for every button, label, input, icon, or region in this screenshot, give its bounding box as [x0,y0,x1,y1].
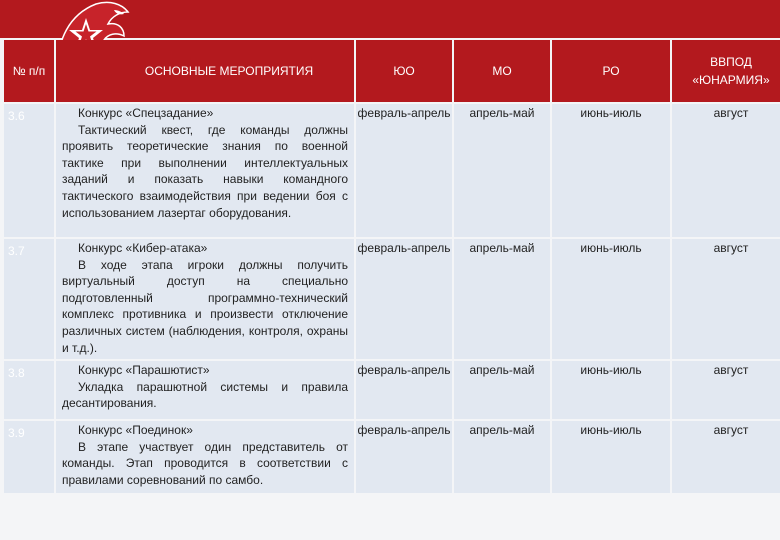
header-events: ОСНОВНЫЕ МЕРОПРИЯТИЯ [56,40,354,102]
cell-vvod: август [672,361,780,419]
event-title: Конкурс «Кибер-атака» [78,241,208,255]
row-number: 3.6 [4,104,54,237]
cell-mo: апрель-май [454,421,550,493]
row-number: 3.8 [4,361,54,419]
events-table [2,38,780,495]
header-mo: МО [454,40,550,102]
header-vvod: ВВПОД «ЮНАРМИЯ» [672,40,780,102]
cell-ro: июнь-июль [552,421,670,493]
table-row [4,104,780,237]
cell-yo: февраль-апрель [356,239,452,359]
event-body: В этапе участвует один представитель от команды. Этап проводится в соответствии с правилами соревнований по самбо. [62,439,348,487]
cell-ro: июнь-июль [552,361,670,419]
table-row [4,361,780,419]
cell-ro: июнь-июль [552,239,670,359]
cell-mo: апрель-май [454,361,550,419]
cell-yo: февраль-апрель [356,361,452,419]
cell-vvod: август [672,104,780,237]
event-body: Укладка парашютной системы и правила десантирования. [62,379,348,411]
event-body: Тактический квест, где команды должны проявить теоретические знания по военной тактике при выполнении интеллектуальных заданий и показать навыки командного тактического взаимодействия при ведении боя с использованием лазертаг оборудования. [62,122,348,220]
event-description [56,104,354,237]
row-number: 3.9 [4,421,54,493]
cell-vvod: август [672,239,780,359]
cell-mo: апрель-май [454,104,550,237]
cell-ro: июнь-июль [552,104,670,237]
cell-yo: февраль-апрель [356,421,452,493]
row-number: 3.7 [4,239,54,359]
event-description [56,239,354,359]
cell-vvod: август [672,421,780,493]
cell-mo: апрель-май [454,239,550,359]
header-num: № п/п [4,40,54,102]
event-title: Конкурс «Парашютист» [78,363,210,377]
event-title: Конкурс «Спецзадание» [78,106,214,120]
table-row [4,421,780,493]
event-body: В ходе этапа игроки должны получить виртуальный доступ на специально подготовленный программно-технический комплекс противника и произвести отключение различных систем (наблюдения, контроля, охраны и т.д.). [62,257,348,355]
table-row [4,239,780,359]
header-ro: РО [552,40,670,102]
header-yo: ЮО [356,40,452,102]
event-description [56,361,354,419]
event-description [56,421,354,493]
table-header-row [4,40,780,102]
event-title: Конкурс «Поединок» [78,423,193,437]
cell-yo: февраль-апрель [356,104,452,237]
